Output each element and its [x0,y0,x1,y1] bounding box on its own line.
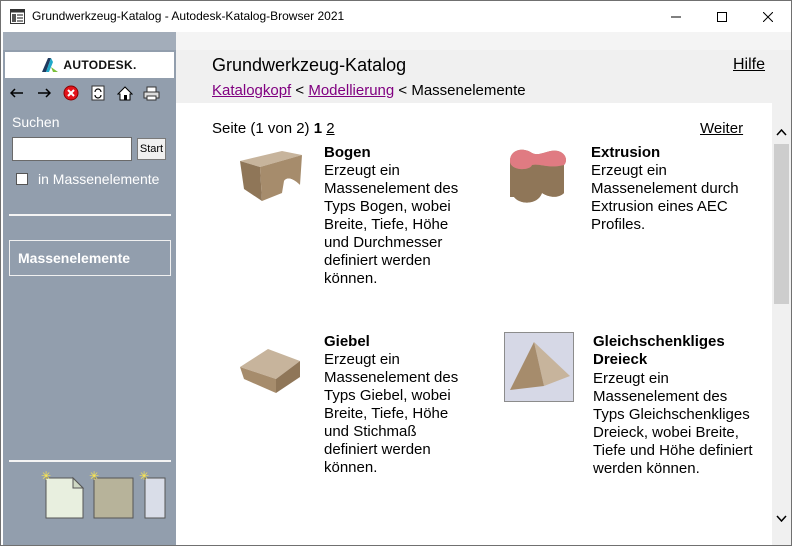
item-title-extrusion[interactable]: Extrusion [591,144,661,161]
breadcrumb-separator: < [394,82,412,99]
window-title: Grundwerkzeug-Katalog - Autodesk-Katalog-Browser 2021 [32,9,345,23]
search-input[interactable] [12,137,132,161]
vertical-scrollbar[interactable] [772,103,791,545]
sidebar-divider [9,460,171,462]
help-link[interactable]: Hilfe [733,56,766,73]
breadcrumb-link-katalogkopf[interactable]: Katalogkopf [212,82,292,99]
extrusion-shape-icon[interactable] [504,141,574,211]
chevron-up-icon [776,129,787,136]
breadcrumb-link-modellierung[interactable]: Modellierung [308,82,395,99]
close-icon [763,12,773,22]
svg-text:✳: ✳ [89,469,100,483]
main-panel [176,32,791,545]
new-catalog-icon[interactable] [41,469,83,518]
current-page-number: 1 [313,120,323,137]
close-button[interactable] [745,1,791,32]
sidebar-item-massenelemente[interactable]: Massenelemente [9,240,171,276]
autodesk-logo-icon [42,58,58,72]
search-scope-checkbox[interactable] [16,173,28,185]
app-icon [10,9,25,24]
title-bar [1,1,791,32]
logo-text: AUTODESK. [63,58,137,72]
maximize-icon [717,12,727,22]
item-title-giebel[interactable]: Giebel [324,333,370,350]
breadcrumb-current: Massenelemente [411,82,526,99]
maximize-button[interactable] [699,1,745,32]
breadcrumb-separator: < [291,82,309,99]
scroll-up-button[interactable] [772,122,791,142]
page-indicator [212,120,335,137]
autodesk-logo [5,52,174,78]
print-icon[interactable] [138,81,165,105]
isosceles-triangle-shape-icon[interactable] [504,332,574,402]
home-icon[interactable] [111,81,138,105]
item-description-extrusion: Erzeugt ein Massenelement durch Extrusion eines AEC Profiles. [591,162,739,233]
item-title-gleichschenkliges-dreieck[interactable]: Gleichschenkliges Dreieck [593,333,725,368]
svg-text:✳: ✳ [139,469,150,483]
minimize-button[interactable] [653,1,699,32]
svg-text:✳: ✳ [41,469,52,483]
refresh-icon[interactable] [84,81,111,105]
start-search-button[interactable]: Start [137,138,166,160]
catalog-content [176,103,772,545]
stop-icon[interactable] [57,81,84,105]
minimize-icon [671,12,681,22]
item-description-bogen: Erzeugt ein Massenelement des Typs Bogen, wobei Breite, Tiefe, Höhe und Durchmesser definiert werden können. [324,162,459,287]
page-title: Grundwerkzeug-Katalog [212,55,407,75]
gable-shape-icon[interactable] [236,331,306,401]
search-label: Suchen [12,114,60,130]
sidebar-top-strip [3,32,176,50]
new-page-icon[interactable] [139,469,165,518]
scrollbar-thumb[interactable] [774,144,789,304]
search-scope-label: in Massenelemente [38,171,160,187]
page-2-link[interactable]: 2 [326,120,335,137]
scroll-down-button[interactable] [772,508,791,528]
navigation-toolbar [3,80,176,106]
item-title-bogen[interactable]: Bogen [324,144,371,161]
sidebar-divider [9,214,171,216]
catalog-document-icons [3,468,176,528]
item-description-giebel: Erzeugt ein Massenelement des Typs Giebel, wobei Breite, Tiefe, Höhe und Stichmaß definiert werden können. [324,351,459,476]
next-page-link[interactable]: Weiter [700,120,744,137]
item-description-gleichschenkliges-dreieck: Erzeugt ein Massenelement des Typs Gleichschenkliges Dreieck, wobei Breite, Tiefe und Höhe definiert werden können. [593,370,753,477]
forward-arrow-icon[interactable] [30,81,57,105]
chevron-down-icon [776,515,787,522]
arch-shape-icon[interactable] [236,141,306,211]
page-indicator-text: Seite (1 von 2) [212,120,314,137]
breadcrumb [212,82,526,99]
new-folder-icon[interactable] [89,469,133,518]
sidebar [3,32,176,545]
back-arrow-icon[interactable] [3,81,30,105]
